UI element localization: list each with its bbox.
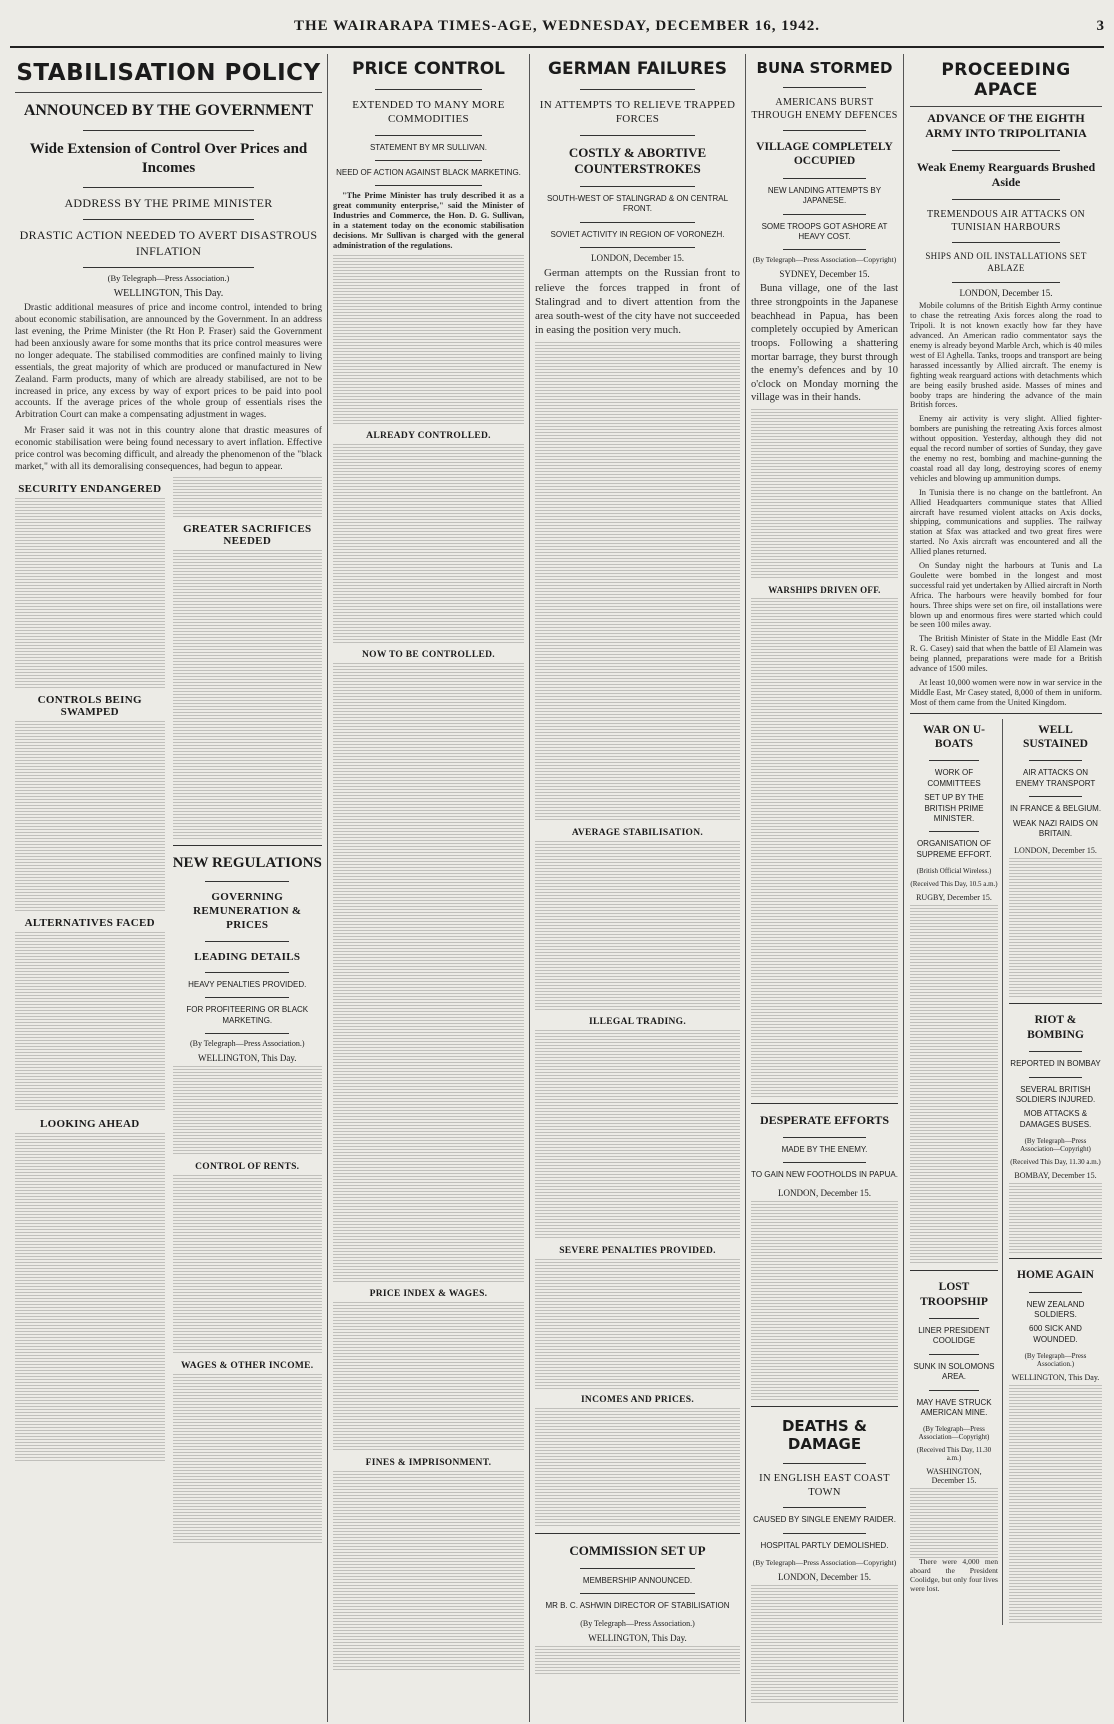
troopship-last: There were 4,000 men aboard the President Coolidge, but only four lives were lost. [910, 1557, 998, 1594]
subhead-organisation: ORGANISATION OF SUPREME EFFORT. [916, 839, 992, 859]
subhead-single-raider: CAUSED BY SINGLE ENEMY RAIDER. [753, 1515, 896, 1525]
commission-credit: (By Telegraph—Press Association.) [580, 1618, 695, 1628]
headline-uboats: WAR ON U-BOATS [923, 723, 985, 751]
column-stabilisation [10, 54, 328, 1722]
section-rents: CONTROL OF RENTS. [195, 1162, 300, 1173]
riot-received: (Received This Day, 11.30 a.m.) [1010, 1158, 1101, 1167]
home-credit: (By Telegraph—Press Association.) [1024, 1352, 1087, 1369]
troopship-dateline: WASHINGTON, December 15. [926, 1467, 982, 1486]
subhead-some-troops: SOME TROOPS GOT ASHORE AT HEAVY COST. [761, 221, 888, 241]
subhead-set-up: SET UP BY THE BRITISH PRIME MINISTER. [924, 793, 984, 824]
subhead-leading: LEADING DETAILS [194, 950, 301, 963]
riot-credit: (By Telegraph—Press Association—Copyright) [1020, 1137, 1091, 1154]
subhead-village: VILLAGE COMPLETELY OCCUPIED [756, 141, 893, 168]
uboat-received: (Received This Day, 10.5 a.m.) [910, 880, 998, 889]
lead-paragraph: "The Prime Minister has truly described it as a great community enterprise," said the Minister of Industries and Commerce, the Hon. D. G. Sullivan, in a statement today on the economic stabilisation decisions. Mr Sullivan is charged with the general administration of the regulations. [333, 191, 524, 250]
subhead-mine: MAY HAVE STRUCK AMERICAN MINE. [916, 1397, 992, 1417]
section-incomes-prices: INCOMES AND PRICES. [580, 1394, 695, 1405]
lead-paragraph: Mobile columns of the British Eighth Army continue to chase the retreating Axis forces along the road to Tripoli. It is not known exactly how far they have advanced. An American radio commentator says the enemy is already beyond Marble Arch, which is 40 miles west of El Aghella. Tanks, troops and transport are being harassed incessantly by Allied aircraft. The enemy is fighting weak rearguard actions with detachments which are being easily brushed aside. Masses of mines and booby traps are hindering the advance of the main British forces. [910, 301, 1102, 410]
subhead-tremendous: TREMENDOUS AIR ATTACKS ON TUNISIAN HARBOURS [926, 209, 1086, 233]
commission-dateline: WELLINGTON, This Day. [588, 1632, 687, 1643]
troopship-credit: (By Telegraph—Press Association—Copyright) [918, 1425, 990, 1442]
subhead-membership: MEMBERSHIP ANNOUNCED. [582, 1576, 693, 1585]
subhead-air-attacks: AIR ATTACKS ON ENEMY TRANSPORT [1015, 768, 1096, 788]
headline-commission: COMMISSION SET UP [569, 1542, 706, 1558]
subhead-profiteering: FOR PROFITEERING OR BLACK MARKETING. [186, 1005, 309, 1025]
subhead-footholds: TO GAIN NEW FOOTHOLDS IN PAPUA. [751, 1170, 898, 1180]
column-right [904, 54, 1102, 1722]
section-warships: WARSHIPS DRIVEN OFF. [768, 585, 881, 596]
headline-riot: RIOT & BOMBING [1027, 1014, 1084, 1041]
column-buna [746, 54, 904, 1722]
subhead-soldiers: SEVERAL BRITISH SOLDIERS INJURED. [1015, 1084, 1096, 1104]
subhead-governing: GOVERNING REMUNERATION & PRICES [193, 890, 302, 932]
masthead-title: THE WAIRARAPA TIMES-AGE, WEDNESDAY, DECEMBER 16, 1942. [293, 17, 821, 34]
lead-paragraph: Drastic additional measures of price and income control, intended to bring about economic stabilisation, are announced by the Government. In an address last evening, the Prime Minister (the Rt Hon P. Fraser) said the Government had been anxiously aware for some months that its price control measures were no longer adequate. The stabilised commodities are confined mainly to living essentials, the great majority of which are produced or manufactured in New Zealand. Farm products, many of which are already stabilised, are not to be increased in price, any excess by way of export prices to be paid into pool accounts. If the average prices of the whole group of essentials rises the Arbitration Court can make a compensating adjustment in wages. [15, 302, 322, 421]
headline-price-control: PRICE CONTROL [351, 59, 505, 79]
page-number: 3 [1096, 17, 1104, 34]
lead-paragraph-4: On Sunday night the harbours at Tunis and La Goulette were bombed in the longest and most successful raid yet undertaken by Allied aircraft in North Africa. The harbours were heavily bombed for four hours. Three ships were set on fire, oil installations were blown up and enormous fires were started which could be seen 100 miles away. [910, 561, 1102, 630]
right-two-column [910, 719, 1102, 1625]
subhead-made-by: MADE BY THE ENEMY. [781, 1145, 868, 1155]
subhead-advance: ADVANCE OF THE EIGHTH ARMY INTO TRIPOLITANIA [925, 111, 1087, 140]
subhead-weak-nazi: WEAK NAZI RAIDS ON BRITAIN. [1013, 818, 1098, 839]
lead-paragraph-2: Mr Fraser said it was not in this country alone that drastic measures of economic stabilisation were being found necessary to avert inflation. Effective price control was becoming difficult, and already the phenomenon of the "black market," with all its demoralising consequences, had begun to appear. [15, 425, 322, 472]
section-already-controlled: ALREADY CONTROLLED. [366, 430, 491, 441]
subhead-statement: STATEMENT BY MR SULLIVAN. [369, 142, 488, 152]
lead-paragraph-6: At least 10,000 women were now in war service in the Middle East, Mr Casey stated, 8,000 of them in uniform. Most of them came from the United Kingdom. [910, 678, 1102, 707]
lead-paragraph: German attempts on the Russian front to relieve the forces trapped in front of Stalingrad and to divert attention from the area south-west of the city have not succeeded in easing the position very much. [535, 267, 740, 337]
headline-buna: BUNA STORMED [756, 59, 893, 77]
lead-paragraph: Buna village, one of the last three strongpoints in the Japanese beachhead in Papua, has been completely occupied by American troops. Following a shattering mortar barrage, they burst through the enemy's defences and by 10 o'clock on Monday morning the village was in their hands. [751, 283, 898, 404]
masthead [10, 6, 1104, 48]
subhead-new-landing: NEW LANDING ATTEMPTS BY JAPANESE. [767, 185, 882, 206]
subhead-nz-soldiers: NEW ZEALAND SOLDIERS. [1026, 1299, 1085, 1319]
section-greater-sacrifices: GREATER SACRIFICES NEEDED [183, 522, 312, 547]
subhead-soviet: SOVIET ACTIVITY IN REGION OF VORONEZH. [550, 229, 725, 239]
dateline: WELLINGTON, This Day. [113, 288, 224, 300]
headline-german-failures: GERMAN FAILURES [548, 59, 727, 79]
regs-dateline: WELLINGTON, This Day. [197, 1053, 297, 1064]
lead-paragraph-2: Enemy air activity is very slight. Allied fighter-bombers are punishing the retreating Axis forces almost without opposition. Yesterday, although they did not equal the record number of sorties of Sunday, they gave the enemy no rest, bombing and machine-gunning the coastal road all day long, destroying scores of enemy vehicles and blowing up ammunition dumps. [910, 414, 1102, 483]
section-wages: WAGES & OTHER INCOME. [181, 1361, 314, 1372]
headline-new-regulations: NEW REGULATIONS [172, 854, 322, 871]
dateline: LONDON, December 15. [959, 288, 1053, 299]
headline-sustained: WELL SUSTAINED [1023, 723, 1088, 751]
regs-credit: (By Telegraph—Press Association.) [189, 1039, 305, 1049]
subhead-france: IN FRANCE & BELGIUM. [1009, 804, 1102, 814]
subhead-extended: EXTENDED TO MANY MORE COMMODITIES [352, 99, 505, 126]
subhead-ships-oil: SHIPS AND OIL INSTALLATIONS SET ABLAZE [925, 251, 1087, 273]
subhead-600: 600 SICK AND WOUNDED. [1029, 1324, 1082, 1344]
subhead-address: ADDRESS BY THE PRIME MINISTER [64, 195, 273, 210]
subhead-hospital: HOSPITAL PARTLY DEMOLISHED. [760, 1540, 889, 1550]
section-severe-penalties: SEVERE PENALTIES PROVIDED. [559, 1245, 716, 1256]
credit: (By Telegraph—Press Association—Copyright) [752, 255, 897, 265]
headline-desperate: DESPERATE EFFORTS [759, 1113, 890, 1128]
subhead-need-action: NEED OF ACTION AGAINST BLACK MARKETING. [336, 167, 521, 177]
section-now-controlled: NOW TO BE CONTROLLED. [361, 649, 495, 660]
desperate-dateline: LONDON, December 15. [778, 1187, 871, 1198]
uboat-credit: (British Official Wireless.) [916, 867, 992, 876]
column-german-failures [530, 54, 746, 1722]
headline-deaths: DEATHS & DAMAGE [781, 1416, 868, 1453]
subhead-committees: WORK OF COMMITTEES [927, 768, 981, 788]
credit: (By Telegraph—Press Association.) [107, 273, 230, 284]
lead-paragraph-3: In Tunisia there is no change on the battlefront. An Allied Headquarters communique states that Allied aircraft have resumed violent attacks on Axis docks, shipping, communications and supplies. The railway station at Sfax was attacked and two great fires were started. No Axis aircraft was encountered and all the Allied planes returned. [910, 487, 1102, 557]
dateline: LONDON, December 15. [591, 253, 684, 264]
subhead-mob: MOB ATTACKS & DAMAGES BUSES. [1019, 1109, 1092, 1129]
columns [10, 54, 1104, 1722]
deaths-credit: (By Telegraph—Press Association—Copyright) [752, 1557, 897, 1567]
headline-home: HOME AGAIN [1017, 1269, 1094, 1282]
subhead-south-west: SOUTH-WEST OF STALINGRAD & ON CENTRAL FRONT. [546, 194, 729, 214]
home-dateline: WELLINGTON, This Day. [1011, 1373, 1100, 1383]
sustained-dateline: LONDON, December 15. [1014, 846, 1097, 856]
section-illegal-trading: ILLEGAL TRADING. [588, 1016, 686, 1027]
uboat-dateline: RUGBY, December 15. [916, 893, 992, 903]
troopship-received: (Received This Day, 11.30 a.m.) [916, 1446, 992, 1463]
section-price-index: PRICE INDEX & WAGES. [369, 1288, 488, 1299]
section-fines: FINES & IMPRISONMENT. [365, 1457, 492, 1468]
section-alternatives: ALTERNATIVES FACED [24, 916, 155, 929]
subhead-costly: COSTLY & ABORTIVE COUNTERSTROKES [568, 144, 707, 176]
subhead-penalties: HEAVY PENALTIES PROVIDED. [188, 979, 307, 989]
section-security: SECURITY ENDANGERED [18, 482, 162, 495]
subhead-americans: AMERICANS BURST THROUGH ENEMY DEFENCES [751, 97, 898, 121]
subhead-ashwin: MR B. C. ASHWIN DIRECTOR OF STABILISATION [545, 1601, 730, 1611]
headline-stabilisation: STABILISATION POLICY [15, 54, 322, 93]
subhead-wide-extension: Wide Extension of Control Over Prices and Incomes [29, 141, 308, 176]
dateline: SYDNEY, December 15. [779, 269, 870, 280]
subhead-bombay: REPORTED IN BOMBAY [1010, 1059, 1101, 1069]
subhead-sunk: SUNK IN SOLOMONS AREA. [913, 1361, 995, 1382]
subhead-attempts: IN ATTEMPTS TO RELIEVE TRAPPED FORCES [539, 99, 736, 126]
riot-dateline: BOMBAY, December 15. [1014, 1171, 1097, 1181]
section-average-stabilisation: AVERAGE STABILISATION. [571, 827, 704, 838]
section-controls: CONTROLS BEING SWAMPED [37, 693, 142, 718]
headline-troopship: LOST TROOPSHIP [920, 1281, 988, 1308]
lead-paragraph-5: The British Minister of State in the Middle East (Mr R. G. Casey) said that when the battle of El Alamein was being planned, preparations were made for a British advance of 1500 miles. [910, 634, 1102, 674]
subhead-drastic: DRASTIC ACTION NEEDED TO AVERT DISASTROUS INFLATION [19, 228, 318, 258]
subhead-coolidge: LINER PRESIDENT COOLIDGE [918, 1325, 990, 1346]
section-looking-ahead: LOOKING AHEAD [39, 1117, 140, 1130]
two-column-body [15, 477, 322, 1544]
headline-proceeding: PROCEEDING APACE [910, 54, 1102, 107]
deaths-dateline: LONDON, December 15. [778, 1571, 871, 1582]
subhead-east-coast: IN ENGLISH EAST COAST TOWN [759, 1472, 890, 1498]
subhead-weak-enemy: Weak Enemy Rearguards Brushed Aside [916, 160, 1096, 189]
column-price-control [328, 54, 530, 1722]
subhead-announced: ANNOUNCED BY THE GOVERNMENT [23, 102, 314, 119]
